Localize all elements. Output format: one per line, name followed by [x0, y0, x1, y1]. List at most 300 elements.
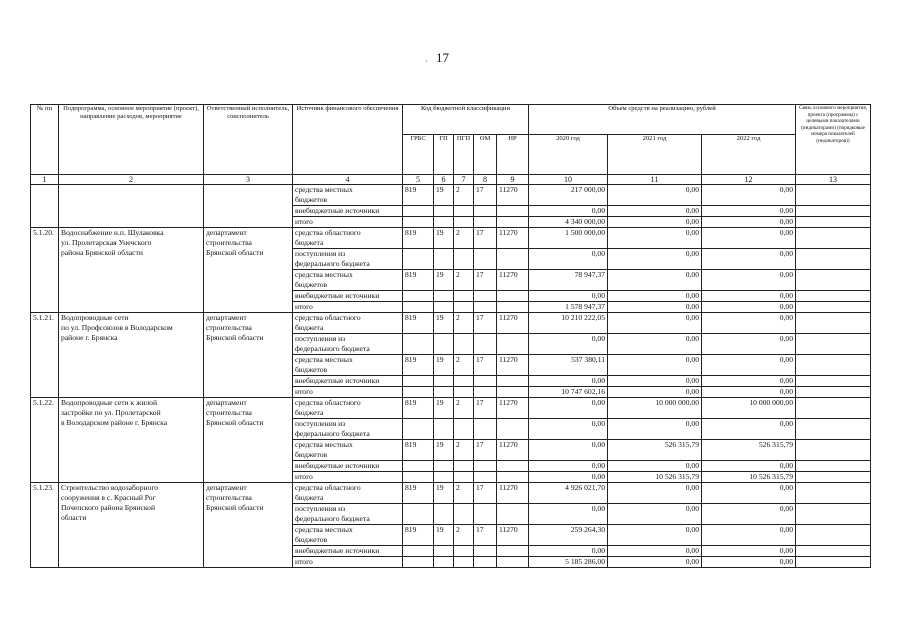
code-gp: 19 — [434, 270, 454, 291]
funding-source — [293, 302, 403, 313]
executor — [204, 185, 293, 228]
code-om: 17 — [474, 483, 497, 504]
column-number: 7 — [454, 175, 474, 185]
program-line: Строительство водозаборного — [61, 483, 159, 492]
code-gp: 19 — [434, 228, 454, 249]
item-number — [31, 185, 59, 228]
amount-2020: 10 210 222,05 — [529, 313, 608, 334]
table-row — [31, 313, 871, 334]
code-pgp: 2 — [454, 270, 474, 291]
amount-2022: 0,00 — [702, 504, 796, 525]
amount-2021: 0,00 — [608, 525, 702, 546]
program-name — [59, 228, 204, 313]
indicator-link — [796, 504, 871, 525]
executor-line: департамент — [206, 483, 247, 492]
amount-2020: 4 340 000,00 — [529, 217, 608, 228]
amount-2021: 0,00 — [608, 185, 702, 206]
code-nr — [497, 249, 529, 270]
funding-source-line: федерального бюджета — [295, 259, 370, 268]
amount-2022: 0,00 — [702, 525, 796, 546]
code-nr: 11270 — [497, 355, 529, 376]
indicator-link — [796, 302, 871, 313]
amount-2020: 217 000,00 — [529, 185, 608, 206]
amount-2021: 0,00 — [608, 291, 702, 302]
amount-2022: 0,00 — [702, 217, 796, 228]
funding-source-line: бюджетов — [295, 450, 328, 459]
code-gp: 19 — [434, 355, 454, 376]
item-number: 5.1.20. — [31, 228, 59, 313]
amount-2022: 0,00 — [702, 419, 796, 440]
funding-source — [293, 525, 403, 546]
program-line: Водопроводные сети к жилой — [61, 398, 158, 407]
column-number: 10 — [529, 175, 608, 185]
indicator-link — [796, 217, 871, 228]
code-grbs — [403, 206, 434, 217]
code-grbs — [403, 461, 434, 472]
code-pgp: 2 — [454, 228, 474, 249]
code-nr — [497, 217, 529, 228]
code-nr: 11270 — [497, 440, 529, 461]
code-pgp: 2 — [454, 313, 474, 334]
program-line: в Володарском районе г. Брянска — [61, 418, 168, 427]
indicator-link — [796, 461, 871, 472]
code-pgp: 2 — [454, 525, 474, 546]
amount-2021: 0,00 — [608, 483, 702, 504]
executor-line: строительства — [206, 323, 252, 332]
funding-source-line: бюджета — [295, 408, 324, 417]
code-om — [474, 334, 497, 355]
funding-source-line: средства областного — [295, 398, 361, 407]
code-pgp — [454, 376, 474, 387]
header-program: Подпрограмма, основное мероприятие (проект), направление расходов, мероприятие — [59, 105, 204, 175]
code-om: 17 — [474, 228, 497, 249]
amount-2021: 526 315,79 — [608, 440, 702, 461]
table-row — [31, 398, 871, 419]
code-nr: 11270 — [497, 270, 529, 291]
code-om — [474, 217, 497, 228]
funding-source-line: федерального бюджета — [295, 429, 370, 438]
code-grbs: 819 — [403, 483, 434, 504]
executor-line: департамент — [206, 228, 247, 237]
code-nr — [497, 557, 529, 568]
code-om: 17 — [474, 525, 497, 546]
amount-2020: 0,00 — [529, 461, 608, 472]
column-number: 5 — [403, 175, 434, 185]
executor — [204, 228, 293, 313]
header-source: Источник финансового обеспечения — [293, 105, 403, 175]
code-pgp — [454, 557, 474, 568]
code-grbs: 819 — [403, 270, 434, 291]
amount-2021: 0,00 — [608, 217, 702, 228]
code-nr — [497, 419, 529, 440]
funding-source — [293, 270, 403, 291]
indicator-link — [796, 334, 871, 355]
code-grbs — [403, 504, 434, 525]
amount-2022: 0,00 — [702, 270, 796, 291]
amount-2020: 78 947,37 — [529, 270, 608, 291]
header-grbs: ГРБС — [403, 135, 434, 175]
code-grbs: 819 — [403, 313, 434, 334]
code-grbs — [403, 376, 434, 387]
header-2021: 2021 год — [608, 135, 702, 175]
code-grbs — [403, 546, 434, 557]
item-number: 5.1.21. — [31, 313, 59, 398]
code-gp: 19 — [434, 440, 454, 461]
indicator-link — [796, 291, 871, 302]
funding-source — [293, 546, 403, 557]
column-number: 8 — [474, 175, 497, 185]
amount-2020: 5 185 286,00 — [529, 557, 608, 568]
code-gp — [434, 249, 454, 270]
executor-line: Брянской области — [206, 503, 264, 512]
amount-2021: 0,00 — [608, 387, 702, 398]
column-number: 4 — [293, 175, 403, 185]
funding-source-line: федерального бюджета — [295, 344, 370, 353]
code-gp — [434, 206, 454, 217]
code-gp — [434, 302, 454, 313]
executor-line: строительства — [206, 408, 252, 417]
code-pgp — [454, 217, 474, 228]
code-gp: 19 — [434, 525, 454, 546]
indicator-link — [796, 376, 871, 387]
code-pgp — [454, 334, 474, 355]
amount-2021: 0,00 — [608, 270, 702, 291]
code-nr — [497, 472, 529, 483]
code-om: 17 — [474, 185, 497, 206]
program-line: Водоснабжение н.п. Шулаковка — [61, 228, 164, 237]
code-pgp — [454, 302, 474, 313]
indicator-link — [796, 419, 871, 440]
program-line: по ул. Профсоюзов в Володарском — [61, 323, 173, 332]
amount-2021: 10 000 000,00 — [608, 398, 702, 419]
code-om — [474, 302, 497, 313]
amount-2022: 0,00 — [702, 461, 796, 472]
code-grbs — [403, 472, 434, 483]
funding-source-line: поступления из — [295, 504, 346, 513]
column-number: 12 — [702, 175, 796, 185]
funding-source-line: поступления из — [295, 249, 346, 258]
header-pgp: ПГП — [454, 135, 474, 175]
code-grbs: 819 — [403, 525, 434, 546]
indicator-link — [796, 387, 871, 398]
program-line: области — [61, 513, 87, 522]
code-om: 17 — [474, 313, 497, 334]
code-grbs — [403, 387, 434, 398]
program-line: районе г. Брянска — [61, 333, 118, 342]
funding-source-line: средства областного — [295, 483, 361, 492]
amount-2020: 0,00 — [529, 334, 608, 355]
code-pgp — [454, 546, 474, 557]
funding-source-line: средства местных — [295, 525, 353, 534]
code-gp — [434, 387, 454, 398]
code-grbs — [403, 334, 434, 355]
column-number-row — [31, 175, 871, 185]
code-nr: 11270 — [497, 185, 529, 206]
amount-2021: 0,00 — [608, 546, 702, 557]
code-gp — [434, 557, 454, 568]
header-gp: ГП — [434, 135, 454, 175]
table-row — [31, 185, 871, 206]
code-gp — [434, 217, 454, 228]
header-link: Связь основного мероприятия, проекта (программы) с целевыми показателями (индикаторами) (порядковые номера показателей (индикаторов)) — [796, 105, 871, 175]
amount-2020: 1 500 000,00 — [529, 228, 608, 249]
table-body — [31, 185, 871, 568]
indicator-link — [796, 249, 871, 270]
code-nr — [497, 387, 529, 398]
code-nr — [497, 461, 529, 472]
program-line: Почепского района Брянской — [61, 503, 156, 512]
executor-line: строительства — [206, 493, 252, 502]
code-om — [474, 419, 497, 440]
code-pgp — [454, 504, 474, 525]
program-name — [59, 398, 204, 483]
amount-2022: 0,00 — [702, 185, 796, 206]
funding-source — [293, 376, 403, 387]
executor — [204, 313, 293, 398]
code-gp — [434, 461, 454, 472]
code-nr: 11270 — [497, 228, 529, 249]
code-gp: 19 — [434, 398, 454, 419]
program-line: сооружения в с. Красный Рог — [61, 493, 156, 502]
code-grbs: 819 — [403, 185, 434, 206]
amount-2020: 537 380,11 — [529, 355, 608, 376]
indicator-link — [796, 206, 871, 217]
funding-source-line: средства местных — [295, 270, 353, 279]
amount-2021: 0,00 — [608, 206, 702, 217]
amount-2021: 0,00 — [608, 461, 702, 472]
program-line: ул. Пролетарская Унечского — [61, 238, 152, 247]
column-number: 3 — [204, 175, 293, 185]
code-nr — [497, 334, 529, 355]
indicator-link — [796, 472, 871, 483]
amount-2022: 0,00 — [702, 228, 796, 249]
funding-source — [293, 355, 403, 376]
indicator-link — [796, 313, 871, 334]
code-grbs: 819 — [403, 355, 434, 376]
code-pgp — [454, 291, 474, 302]
funding-source — [293, 334, 403, 355]
funding-source-line: внебюджетные источники — [295, 291, 380, 300]
funding-source-line: внебюджетные источники — [295, 376, 380, 385]
funding-source — [293, 206, 403, 217]
code-om: 17 — [474, 398, 497, 419]
code-om — [474, 557, 497, 568]
indicator-link — [796, 398, 871, 419]
header-volume: Объем средств на реализацию, рублей — [529, 105, 796, 135]
column-number: 13 — [796, 175, 871, 185]
funding-source — [293, 228, 403, 249]
amount-2020: 259 264,30 — [529, 525, 608, 546]
code-pgp — [454, 249, 474, 270]
program-line: района Брянской области — [61, 248, 143, 257]
header-executor: Ответственный исполнитель, соисполнитель — [204, 105, 293, 175]
amount-2022: 526 315,79 — [702, 440, 796, 461]
funding-source-line: внебюджетные источники — [295, 461, 380, 470]
funding-source-line: итого — [295, 302, 313, 311]
executor-line: Брянской области — [206, 333, 264, 342]
code-om: 17 — [474, 440, 497, 461]
funding-source-line: средства местных — [295, 355, 353, 364]
column-number: 11 — [608, 175, 702, 185]
code-gp — [434, 472, 454, 483]
code-pgp: 2 — [454, 355, 474, 376]
header-om: ОМ — [474, 135, 497, 175]
funding-source-line: итого — [295, 557, 313, 566]
funding-source — [293, 291, 403, 302]
code-nr: 11270 — [497, 525, 529, 546]
amount-2021: 0,00 — [608, 249, 702, 270]
funding-source — [293, 387, 403, 398]
amount-2020: 0,00 — [529, 206, 608, 217]
amount-2020: 0,00 — [529, 440, 608, 461]
executor-line: департамент — [206, 313, 247, 322]
indicator-link — [796, 270, 871, 291]
funding-source-line: бюджетов — [295, 195, 328, 204]
code-gp: 19 — [434, 483, 454, 504]
indicator-link — [796, 228, 871, 249]
funding-source — [293, 472, 403, 483]
funding-source — [293, 504, 403, 525]
amount-2021: 0,00 — [608, 302, 702, 313]
funding-source-line: бюджета — [295, 493, 324, 502]
code-grbs: 819 — [403, 398, 434, 419]
column-number: 1 — [31, 175, 59, 185]
item-number: 5.1.23. — [31, 483, 59, 568]
funding-source — [293, 398, 403, 419]
amount-2020: 0,00 — [529, 472, 608, 483]
funding-source-line: внебюджетные источники — [295, 206, 380, 215]
program-name — [59, 313, 204, 398]
code-pgp: 2 — [454, 440, 474, 461]
funding-source — [293, 440, 403, 461]
executor — [204, 483, 293, 568]
funding-source-line: итого — [295, 387, 313, 396]
code-nr — [497, 206, 529, 217]
header-budget-code: Код бюджетной классификации — [403, 105, 529, 135]
funding-source-line: итого — [295, 217, 313, 226]
amount-2021: 0,00 — [608, 557, 702, 568]
funding-source — [293, 185, 403, 206]
code-gp — [434, 504, 454, 525]
amount-2020: 0,00 — [529, 419, 608, 440]
code-nr — [497, 546, 529, 557]
program-name — [59, 483, 204, 568]
funding-source — [293, 461, 403, 472]
funding-source-line: итого — [295, 472, 313, 481]
header-2020: 2020 год — [529, 135, 608, 175]
code-gp — [434, 376, 454, 387]
code-grbs — [403, 291, 434, 302]
code-grbs — [403, 419, 434, 440]
code-om — [474, 206, 497, 217]
executor-line: Брянской области — [206, 418, 264, 427]
table-row — [31, 228, 871, 249]
indicator-link — [796, 525, 871, 546]
funding-source-line: средства местных — [295, 185, 353, 194]
amount-2022: 0,00 — [702, 387, 796, 398]
code-gp: 19 — [434, 313, 454, 334]
amount-2021: 0,00 — [608, 313, 702, 334]
code-pgp — [454, 461, 474, 472]
amount-2020: 0,00 — [529, 291, 608, 302]
indicator-link — [796, 557, 871, 568]
column-number: 9 — [497, 175, 529, 185]
code-nr — [497, 504, 529, 525]
header-no: № пп — [31, 105, 59, 175]
funding-source-line: средства областного — [295, 313, 361, 322]
code-pgp — [454, 419, 474, 440]
funding-source-line: федерального бюджета — [295, 514, 370, 523]
amount-2021: 0,00 — [608, 334, 702, 355]
amount-2022: 0,00 — [702, 546, 796, 557]
funding-source-line: бюджета — [295, 238, 324, 247]
code-pgp — [454, 206, 474, 217]
amount-2022: 0,00 — [702, 376, 796, 387]
funding-source-line: поступления из — [295, 419, 346, 428]
amount-2022: 0,00 — [702, 557, 796, 568]
funding-source-line: средства местных — [295, 440, 353, 449]
amount-2022: 10 526 315,79 — [702, 472, 796, 483]
amount-2021: 0,00 — [608, 504, 702, 525]
budget-table — [30, 104, 871, 568]
code-pgp — [454, 472, 474, 483]
indicator-link — [796, 185, 871, 206]
amount-2022: 0,00 — [702, 313, 796, 334]
code-nr — [497, 376, 529, 387]
code-grbs — [403, 302, 434, 313]
code-pgp — [454, 387, 474, 398]
amount-2020: 0,00 — [529, 504, 608, 525]
funding-source — [293, 313, 403, 334]
program-name — [59, 185, 204, 228]
funding-source — [293, 419, 403, 440]
amount-2021: 10 526 315,79 — [608, 472, 702, 483]
funding-source-line: поступления из — [295, 334, 346, 343]
code-om — [474, 291, 497, 302]
executor-line: Брянской области — [206, 248, 264, 257]
code-nr: 11270 — [497, 398, 529, 419]
amount-2020: 0,00 — [529, 376, 608, 387]
code-gp — [434, 419, 454, 440]
header-nr: НР — [497, 135, 529, 175]
code-grbs: 819 — [403, 228, 434, 249]
funding-source-line: бюджетов — [295, 280, 328, 289]
amount-2022: 0,00 — [702, 355, 796, 376]
code-om — [474, 387, 497, 398]
indicator-link — [796, 546, 871, 557]
funding-source — [293, 217, 403, 228]
code-nr: 11270 — [497, 313, 529, 334]
funding-source-line: бюджетов — [295, 535, 328, 544]
code-gp: 19 — [434, 185, 454, 206]
code-om — [474, 461, 497, 472]
amount-2020: 10 747 602,16 — [529, 387, 608, 398]
table-row — [31, 483, 871, 504]
funding-source — [293, 249, 403, 270]
indicator-link — [796, 355, 871, 376]
code-pgp: 2 — [454, 185, 474, 206]
funding-source-line: внебюджетные источники — [295, 546, 380, 555]
amount-2022: 0,00 — [702, 249, 796, 270]
amount-2020: 4 926 021,70 — [529, 483, 608, 504]
program-line: застройке по ул. Пролетарской — [61, 408, 161, 417]
code-grbs — [403, 249, 434, 270]
code-grbs: 819 — [403, 440, 434, 461]
funding-source-line: бюджетов — [295, 365, 328, 374]
amount-2022: 0,00 — [702, 334, 796, 355]
code-pgp: 2 — [454, 398, 474, 419]
column-number: 6 — [434, 175, 454, 185]
